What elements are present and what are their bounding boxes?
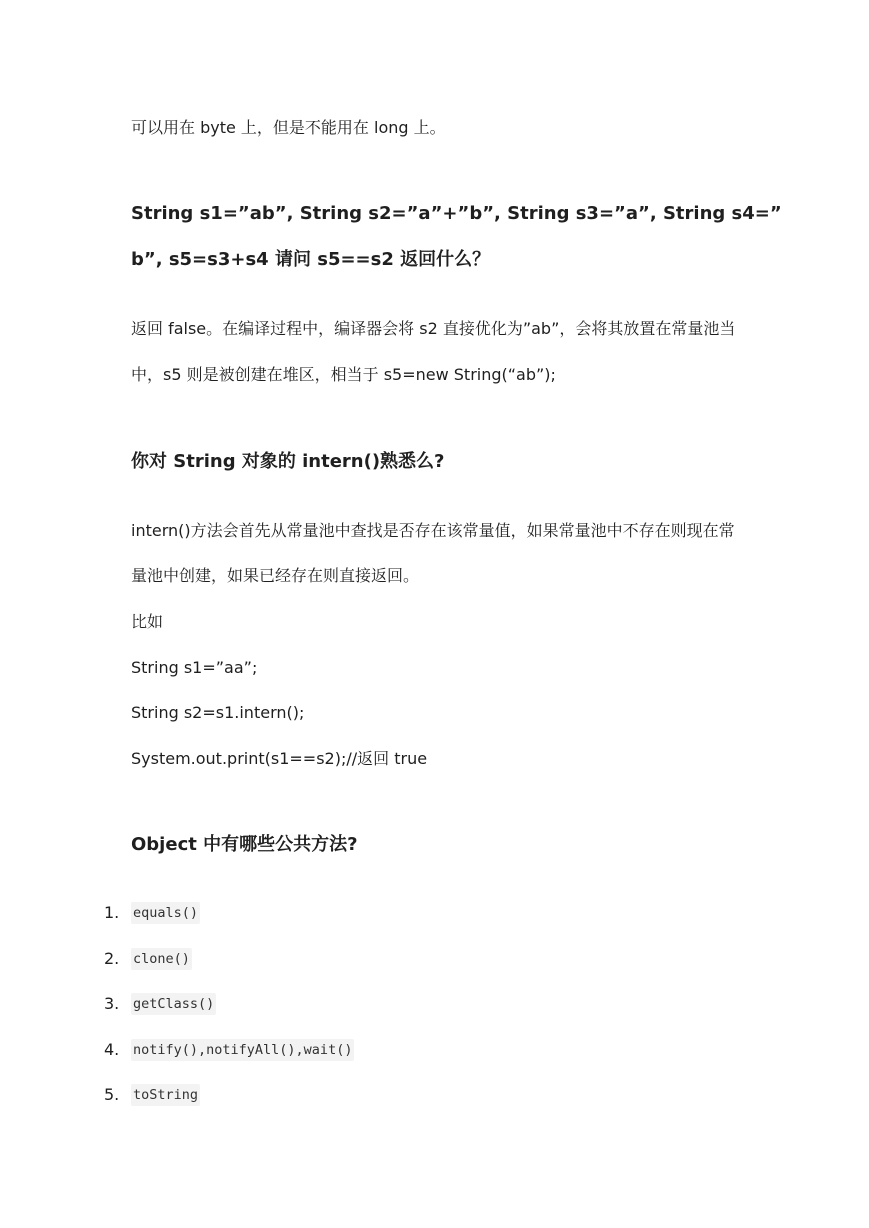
- method-code: notify(),notifyAll(),wait(): [131, 1039, 354, 1061]
- list-item-number: 2.: [104, 948, 120, 968]
- method-code: getClass(): [131, 993, 216, 1015]
- question1-heading-line2: b”, s5=s3+s4 请问 s5==s2 返回什么？: [131, 249, 491, 270]
- list-item: [0, 1072, 869, 1118]
- list-item-number: 3.: [104, 994, 120, 1013]
- intro-paragraph: 可以用在 byte 上，但是不能用在 long 上。: [131, 118, 446, 137]
- list-item: [0, 981, 869, 1027]
- example-code-line2: String s2=s1.intern();: [131, 703, 305, 722]
- list-item-number: 5.: [104, 1085, 120, 1104]
- question2-answer-line2: 量池中创建，如果已经存在则直接返回。: [131, 566, 420, 585]
- question2-heading: 你对 String 对象的 intern()熟悉么?: [131, 451, 445, 472]
- question1-answer-line2: 中，s5 则是被创建在堆区，相当于 s5=new String(“ab”);: [131, 365, 556, 384]
- method-code: equals(): [131, 902, 200, 924]
- method-code: toString: [131, 1084, 200, 1106]
- list-item-number: 1.: [104, 903, 120, 922]
- example-label: 比如: [131, 612, 164, 631]
- list-item: [0, 936, 869, 982]
- question1-heading-line1: String s1=”ab”, String s2=”a”+”b”, String s3=”a”, String s4=”: [131, 203, 782, 224]
- question1-answer-line1: 返回 false。在编译过程中，编译器会将 s2 直接优化为”ab”，会将其放置在常量池当: [131, 319, 736, 338]
- question3-heading: Object 中有哪些公共方法?: [131, 834, 358, 855]
- list-item: [0, 890, 869, 936]
- question2-answer-line1: intern()方法会首先从常量池中查找是否存在该常量值，如果常量池中不存在则现在常: [131, 521, 735, 540]
- object-methods-list: [0, 890, 869, 1118]
- list-item: [0, 1027, 869, 1073]
- example-code-line3: System.out.print(s1==s2);//返回 true: [131, 749, 428, 768]
- example-code-line1: String s1=”aa”;: [131, 658, 258, 677]
- list-item-number: 4.: [104, 1039, 120, 1059]
- method-code: clone(): [131, 948, 192, 970]
